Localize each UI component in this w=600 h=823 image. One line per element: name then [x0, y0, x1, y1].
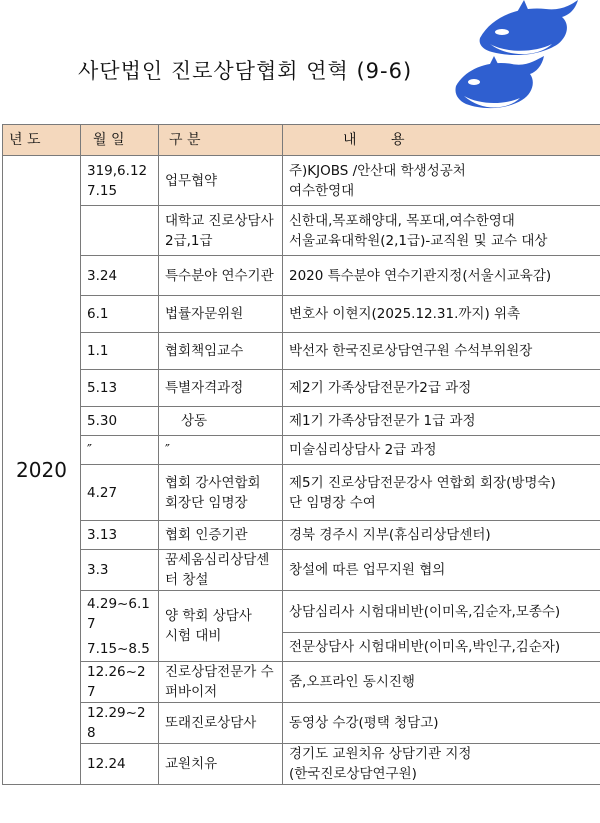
table-row [3, 256, 600, 296]
table-row [3, 370, 600, 407]
content-cell: 줌,오프라인 동시진행 [283, 662, 600, 703]
category-cell: 진로상담전문가 수 퍼바이저 [159, 662, 283, 703]
date-cell: 3.24 [81, 256, 159, 296]
content-cell: 주)KJOBS /안산대 학생성공처 여수한영대 [283, 156, 600, 206]
date-cell: 1.1 [81, 333, 159, 370]
content-cell: 변호사 이현지(2025.12.31.까지) 위촉 [283, 296, 600, 333]
table-row [3, 206, 600, 256]
history-table [2, 124, 600, 785]
date-cell: 5.30 [81, 407, 159, 436]
orca-icon-bottom [452, 52, 547, 114]
content-cell: 경기도 교원치유 상담기관 지정 (한국진로상담연구원) [283, 744, 600, 785]
category-cell: ″ [159, 436, 283, 465]
table-row [3, 333, 600, 370]
table-row [3, 465, 600, 521]
table-row [3, 407, 600, 436]
table-row [3, 662, 600, 703]
category-cell: 교원치유 [159, 744, 283, 785]
category-cell: 협회책임교수 [159, 333, 283, 370]
date-cell: 12.24 [81, 744, 159, 785]
category-cell: 꿈세움심리상담센 터 창설 [159, 550, 283, 591]
date-cell: 12.26~2 7 [81, 662, 159, 703]
table-row [3, 591, 600, 662]
date-cell [81, 206, 159, 256]
content-cell: 제2기 가족상담전문가2급 과정 [283, 370, 600, 407]
content-cell [283, 591, 600, 662]
category-cell: 업무협약 [159, 156, 283, 206]
date-top: 4.29~6.1 7 [87, 595, 150, 632]
category-cell: 특별자격과정 [159, 370, 283, 407]
category-cell: 협회 인증기관 [159, 521, 283, 550]
content-cell: 제1기 가족상담전문가 1급 과정 [283, 407, 600, 436]
date-cell: 319,6.12 7.15 [81, 156, 159, 206]
table-row [3, 296, 600, 333]
category-cell: 대학교 진로상담사 2급,1급 [159, 206, 283, 256]
content-cell: 창설에 따른 업무지원 협의 [283, 550, 600, 591]
content-cell: 동영상 수강(평택 청담고) [283, 703, 600, 744]
content-top: 상담심리사 시험대비반(이미옥,김순자,모종수) [283, 591, 600, 633]
table-row [3, 703, 600, 744]
category-cell: 양 학회 상담사 시험 대비 [159, 591, 283, 662]
year-cell: 2020 [3, 156, 81, 785]
date-cell: 3.13 [81, 521, 159, 550]
page-title: 사단법인 진로상담협회 연혁 (9-6) [78, 59, 413, 83]
table-header [3, 125, 600, 156]
date-cell: 6.1 [81, 296, 159, 333]
date-cell: 3.3 [81, 550, 159, 591]
date-cell [81, 591, 159, 662]
header-content: 내 용 [283, 125, 600, 156]
category-cell: 또래진로상담사 [159, 703, 283, 744]
content-bottom: 전문상담사 시험대비반(이미옥,박인구,김순자) [289, 639, 561, 655]
content-cell: 경북 경주시 지부(휴심리상담센터) [283, 521, 600, 550]
table-row [3, 156, 600, 206]
table-row [3, 436, 600, 465]
header-year: 년 도 [3, 125, 81, 156]
table-row [3, 550, 600, 591]
category-cell: 특수분야 연수기관 [159, 256, 283, 296]
date-cell: ″ [81, 436, 159, 465]
content-cell: 2020 특수분야 연수기관지정(서울시교육감) [283, 256, 600, 296]
table-row [3, 744, 600, 785]
date-bottom: 7.15~8.5 [87, 640, 150, 657]
category-cell: 법률자문위원 [159, 296, 283, 333]
table-row [3, 521, 600, 550]
content-cell: 미술심리상담사 2급 과정 [283, 436, 600, 465]
header-category: 구 분 [159, 125, 283, 156]
date-cell: 12.29~2 8 [81, 703, 159, 744]
category-cell: 협회 강사연합회 회장단 임명장 [159, 465, 283, 521]
content-cell: 박선자 한국진로상담연구원 수석부위원장 [283, 333, 600, 370]
date-cell: 5.13 [81, 370, 159, 407]
header-date: 월 일 [81, 125, 159, 156]
date-cell: 4.27 [81, 465, 159, 521]
content-cell: 신한대,목포해양대, 목포대,여수한영대 서울교육대학원(2,1급)-교직원 및 교수 대상 [283, 206, 600, 256]
content-cell: 제5기 진로상담전문강사 연합회 회장(방명숙) 단 임명장 수여 [283, 465, 600, 521]
category-cell: 상동 [159, 407, 283, 436]
